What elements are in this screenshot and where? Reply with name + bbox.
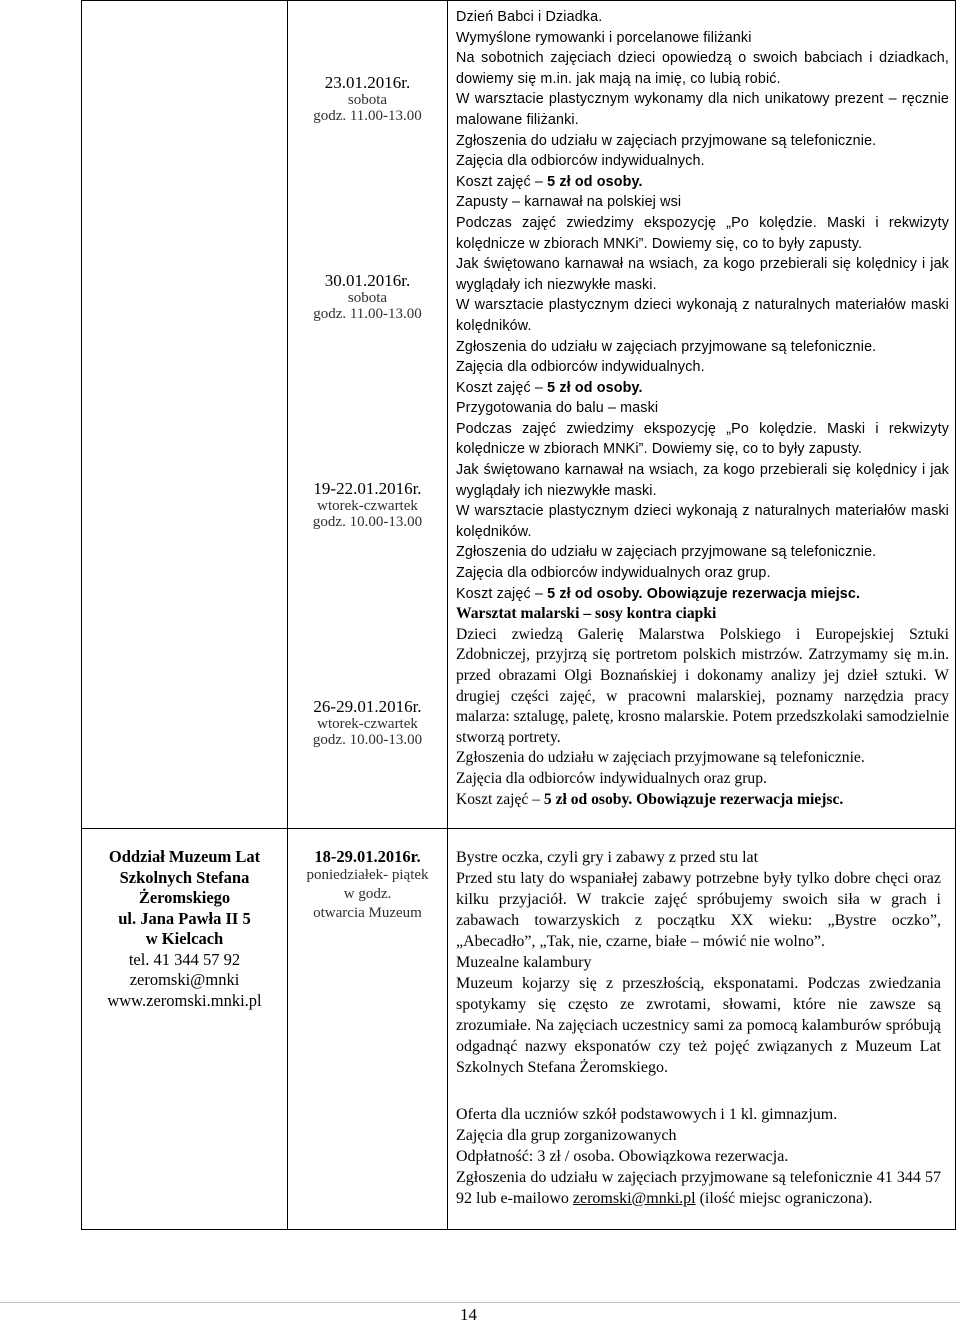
schedule-table bbox=[81, 0, 956, 1230]
cost-label: Koszt zajęć – bbox=[456, 379, 548, 396]
hours: godz. 10.00-13.00 bbox=[312, 732, 423, 748]
payment-text: Odpłatność: 3 zł / osoba. Obowiązkowa rezerwacja. bbox=[456, 1148, 789, 1165]
day: sobota bbox=[347, 92, 388, 108]
date-block-3 bbox=[288, 479, 447, 530]
event-audience: Zajęcia dla odbiorców indywidualnych. bbox=[456, 359, 705, 376]
signup-suffix: (ilość miejsc ograniczona). bbox=[695, 1190, 873, 1207]
date-block-4 bbox=[288, 697, 447, 748]
offer-text: Oferta dla uczniów szkół podstawowych i 1 kl. gimnazjum. bbox=[456, 1106, 838, 1123]
event-description: Muzeum kojarzy się z przeszłością, eksponatami. Podczas zwiedzania spotykamy się często ze zwrotami, słowami, które nie zawsze są zrozumiałe. Na zajęciach uczestnicy sami za pomocą kalamburów spróbują odgadnąć nazwy eksponatów czy też pojęć związanych z Muzeum Lat Szkolnych Stefana Żeromskiego. bbox=[456, 975, 941, 1076]
groups-text: Zajęcia dla grup zorganizowanych bbox=[456, 1127, 677, 1144]
footer-divider bbox=[0, 1302, 960, 1303]
date-block-2 bbox=[288, 271, 447, 322]
page-number: 14 bbox=[460, 1305, 477, 1324]
event-title: Warsztat malarski – sosy kontra ciapki bbox=[456, 605, 717, 623]
email-link[interactable]: zeromski@mnki.pl bbox=[572, 1190, 696, 1207]
cost-value: 5 zł od osoby. Obowiązuje rezerwacja miejsc. bbox=[547, 585, 861, 602]
event-description: W warsztacie plastycznym dzieci wykonają z naturalnych materiałów maski kolędników. bbox=[456, 297, 949, 334]
event-description: W warsztacie plastycznym dzieci wykonają z naturalnych materiałów maski kolędników. bbox=[456, 503, 949, 540]
date: 26-29.01.2016r. bbox=[313, 697, 422, 716]
address: ul. Jana Pawła II 5 bbox=[118, 908, 251, 928]
days: poniedziałek- piątek bbox=[306, 867, 429, 883]
hours: otwarcia Muzeum bbox=[313, 905, 422, 921]
event-cost bbox=[456, 378, 949, 399]
event-description: Jak świętowano karnawał na wsiach, za kogo przebierali się kolędnicy i jak wyglądały ich niezwykłe maski. bbox=[456, 256, 949, 293]
event-signup: Zgłoszenia do udziału w zajęciach przyjmowane są telefonicznie. bbox=[456, 749, 865, 767]
events-column bbox=[448, 1, 956, 829]
cost-label: Koszt zajęć – bbox=[456, 790, 544, 808]
event-subtitle: Wymyślone rymowanki i porcelanowe filiżanki bbox=[456, 29, 752, 46]
event-description: Dzieci zwiedzą Galerię Malarstwa Polskiego i Europejskiej Sztuki Zdobniczej, przyjrzą się portretom polskich mistrzów. Zatrzymamy się m.in. przed obrazami Olgi Boznańskiej i dokonamy analizy jej dzieł sztuki. W drugiej części zajęć, w pracowni malarskiej, poznamy narzędzia pracy malarza: sztalugę, paletę, krosno malarskie. Potem przedszkolaki samodzielnie stworzą portrety. bbox=[456, 625, 949, 746]
bottom-events-cell bbox=[448, 829, 956, 1230]
event-list bbox=[448, 1, 955, 810]
hours: godz. 11.00-13.00 bbox=[313, 108, 422, 124]
event-description: Podczas zajęć zwiedzimy ekspozycję „Po kolędzie. Maski i rekwizyty kolędnicze w zbiorach MNKi”. Dowiemy się, co to były zapusty. bbox=[456, 420, 949, 458]
date: 30.01.2016r. bbox=[324, 271, 411, 290]
event-title: Przygotowania do balu – maski bbox=[456, 400, 659, 417]
website: www.zeromski.mnki.pl bbox=[107, 990, 262, 1010]
cost-label: Koszt zajęć – bbox=[456, 585, 548, 602]
event-description: Jak świętowano karnawał na wsiach, za kogo przebierali się kolędnicy i jak wyglądały ich niezwykłe maski. bbox=[456, 462, 949, 499]
institution-name: Żeromskiego bbox=[138, 888, 231, 907]
cost-value: 5 zł od osoby. bbox=[547, 173, 643, 190]
event-audience: Zajęcia dla odbiorców indywidualnych oraz grup. bbox=[456, 565, 771, 582]
hours: w godz. bbox=[343, 886, 392, 902]
event-title: Muzealne kalambury bbox=[456, 954, 592, 971]
event-signup: Zgłoszenia do udziału w zajęciach przyjmowane są telefonicznie. bbox=[456, 132, 877, 149]
bottom-date-cell bbox=[288, 829, 448, 1230]
address: w Kielcach bbox=[145, 929, 224, 948]
day: sobota bbox=[347, 290, 388, 306]
contact-cell bbox=[82, 829, 288, 1230]
event-description: Podczas zajęć zwiedzimy ekspozycję „Po kolędzie. Maski i rekwizyty kolędnicze w zbiorach MNKi”. Dowiemy się, co to były zapusty. bbox=[456, 214, 949, 252]
date: 23.01.2016r. bbox=[324, 73, 411, 92]
date-block-1 bbox=[288, 73, 447, 124]
cost-value: 5 zł od osoby. Obowiązuje rezerwacja miejsc. bbox=[543, 790, 844, 808]
cost-value: 5 zł od osoby. bbox=[547, 379, 643, 396]
event-description: Przed stu laty do wspaniałej zabawy potrzebne były tylko dobre chęci oraz kilku przyjaciół. W trakcie zajęć spróbujemy swoich siła w grach i zabawach towarzyskich z początku XX wieku: „Bystre oczko”, „Abecadło”, „Tak, nie, czarne, białe – mówić nie wolno”. bbox=[456, 870, 941, 950]
signup-prefix: Zgłoszenia do udziału w zajęciach przyjmowane są telefonicznie 41 344 57 92 lub e-mailowo bbox=[456, 1169, 941, 1207]
event-audience: Zajęcia dla odbiorców indywidualnych. bbox=[456, 153, 705, 170]
phone: tel. 41 344 57 92 bbox=[128, 949, 241, 969]
event-cost bbox=[456, 790, 949, 811]
date: 19-22.01.2016r. bbox=[313, 479, 422, 498]
day: wtorek-czwartek bbox=[317, 498, 418, 514]
email: zeromski@mnki bbox=[129, 970, 240, 989]
signup-text bbox=[456, 1167, 941, 1209]
event-description: W warsztacie plastycznym wykonamy dla nich unikatowy prezent – ręcznie malowane filiżanki. bbox=[456, 91, 949, 128]
contact-info bbox=[82, 829, 287, 1079]
empty-cell bbox=[82, 1, 288, 829]
date: 18-29.01.2016r. bbox=[314, 847, 421, 866]
event-description: Na sobotnich zajęciach dzieci opowiedzą o swoich babciach i dziadkach, dowiemy się m.in. jak mają na imię, co lubią robić. bbox=[456, 50, 949, 87]
event-signup: Zgłoszenia do udziału w zajęciach przyjmowane są telefonicznie. bbox=[456, 544, 877, 561]
bottom-events bbox=[448, 829, 955, 1229]
cost-label: Koszt zajęć – bbox=[456, 173, 548, 190]
event-cost bbox=[456, 172, 949, 193]
hours: godz. 10.00-13.00 bbox=[312, 514, 423, 530]
event-title: Zapusty – karnawał na polskiej wsi bbox=[456, 194, 682, 211]
institution-name: Szkolnych Stefana bbox=[119, 867, 250, 887]
dates-column bbox=[288, 1, 448, 829]
event-cost bbox=[456, 584, 949, 605]
bottom-date-block bbox=[288, 829, 447, 923]
day: wtorek-czwartek bbox=[317, 716, 418, 732]
event-title: Dzień Babci i Dziadka. bbox=[456, 9, 603, 25]
hours: godz. 11.00-13.00 bbox=[313, 306, 422, 322]
event-audience: Zajęcia dla odbiorców indywidualnych oraz grup. bbox=[456, 769, 767, 787]
event-signup: Zgłoszenia do udziału w zajęciach przyjmowane są telefonicznie. bbox=[456, 338, 877, 355]
event-title: Bystre oczka, czyli gry i zabawy z przed stu lat bbox=[456, 849, 759, 866]
institution-name: Oddział Muzeum Lat bbox=[108, 847, 261, 866]
